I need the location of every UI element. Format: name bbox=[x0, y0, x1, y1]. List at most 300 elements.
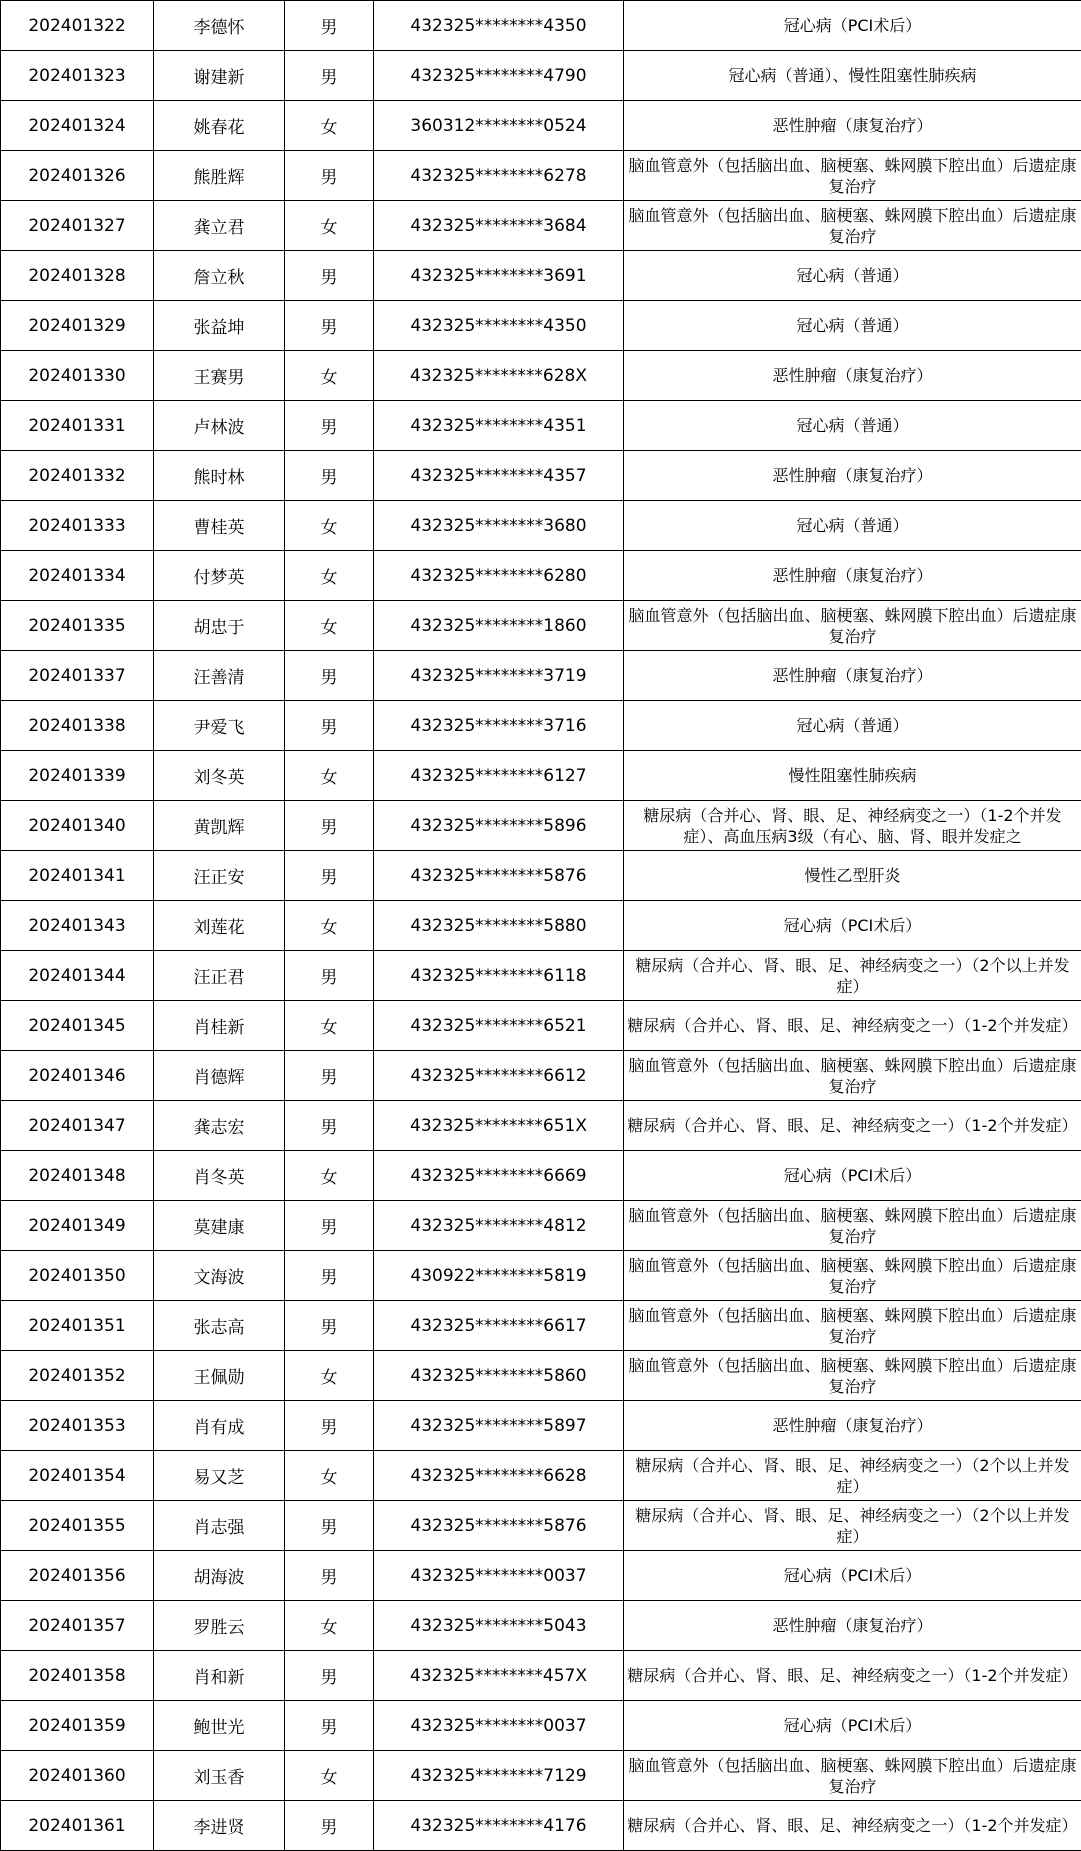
id-number-cell bbox=[374, 101, 624, 151]
id-number-cell bbox=[374, 151, 624, 201]
id-number-cell bbox=[374, 651, 624, 701]
disease-cell-text: 冠心病（普通） bbox=[796, 416, 909, 435]
id-number-cell bbox=[374, 1701, 624, 1751]
disease-cell bbox=[624, 51, 1081, 101]
gender-cell-text: 男 bbox=[320, 268, 338, 288]
gender-cell-text: 男 bbox=[320, 1668, 338, 1688]
patient-name-cell-text: 鲍世光 bbox=[193, 1718, 245, 1738]
patient-name-cell-text: 姚春花 bbox=[193, 118, 245, 138]
disease-cell-text: 冠心病（普通） bbox=[796, 266, 909, 285]
table-row bbox=[1, 1401, 1081, 1451]
id-number-cell-text: 432325********6127 bbox=[410, 765, 587, 786]
id-number-cell bbox=[374, 1801, 624, 1851]
patient-name-cell-text: 文海波 bbox=[193, 1268, 245, 1288]
patient-name-cell bbox=[154, 601, 285, 651]
id-number-cell bbox=[374, 351, 624, 401]
gender-cell bbox=[285, 51, 374, 101]
record-id-cell bbox=[1, 1551, 154, 1601]
record-id-cell-text: 202401359 bbox=[28, 1715, 126, 1736]
record-id-cell bbox=[1, 951, 154, 1001]
patient-name-cell-text: 熊胜辉 bbox=[193, 168, 245, 188]
patient-name-cell bbox=[154, 751, 285, 801]
gender-cell bbox=[285, 751, 374, 801]
table-row bbox=[1, 1801, 1081, 1851]
disease-cell bbox=[624, 401, 1081, 451]
patient-name-cell bbox=[154, 1501, 285, 1551]
disease-cell-text: 脑血管意外（包括脑出血、脑梗塞、蛛网膜下腔出血）后遗症康复治疗 bbox=[628, 205, 1077, 246]
id-number-cell bbox=[374, 701, 624, 751]
record-id-cell-text: 202401351 bbox=[28, 1315, 126, 1336]
disease-cell bbox=[624, 1551, 1081, 1601]
disease-cell bbox=[624, 1601, 1081, 1651]
record-id-cell bbox=[1, 1701, 154, 1751]
id-number-cell-text: 432325********4790 bbox=[410, 65, 587, 86]
patient-name-cell bbox=[154, 51, 285, 101]
disease-cell-text: 冠心病（PCI术后） bbox=[783, 16, 922, 35]
disease-cell bbox=[624, 501, 1081, 551]
disease-cell bbox=[624, 1201, 1081, 1251]
record-id-cell-text: 202401355 bbox=[28, 1515, 126, 1536]
patient-name-cell-text: 肖冬英 bbox=[193, 1168, 245, 1188]
record-id-cell-text: 202401341 bbox=[28, 865, 126, 886]
patient-name-cell bbox=[154, 101, 285, 151]
gender-cell-text: 女 bbox=[320, 518, 338, 538]
disease-cell-text: 冠心病（普通） bbox=[796, 516, 909, 535]
gender-cell bbox=[285, 1051, 374, 1101]
id-number-cell bbox=[374, 451, 624, 501]
disease-cell-text: 冠心病（普通） bbox=[796, 716, 909, 735]
patient-name-cell-text: 张志高 bbox=[193, 1318, 245, 1338]
gender-cell bbox=[285, 1251, 374, 1301]
patient-name-cell bbox=[154, 901, 285, 951]
gender-cell bbox=[285, 651, 374, 701]
id-number-cell bbox=[374, 1251, 624, 1301]
gender-cell-text: 女 bbox=[320, 1468, 338, 1488]
id-number-cell bbox=[374, 851, 624, 901]
gender-cell-text: 男 bbox=[320, 168, 338, 188]
id-number-cell bbox=[374, 1351, 624, 1401]
disease-cell-text: 恶性肿瘤（康复治疗） bbox=[772, 566, 933, 585]
gender-cell bbox=[285, 901, 374, 951]
patient-name-cell bbox=[154, 1801, 285, 1851]
patient-name-cell-text: 曹桂英 bbox=[193, 518, 245, 538]
patient-name-cell bbox=[154, 151, 285, 201]
disease-cell bbox=[624, 1001, 1081, 1051]
id-number-cell bbox=[374, 1451, 624, 1501]
table-row bbox=[1, 701, 1081, 751]
id-number-cell bbox=[374, 951, 624, 1001]
record-id-cell-text: 202401343 bbox=[28, 915, 126, 936]
gender-cell bbox=[285, 1601, 374, 1651]
record-id-cell-text: 202401327 bbox=[28, 215, 126, 236]
patient-name-cell bbox=[154, 1701, 285, 1751]
gender-cell bbox=[285, 1101, 374, 1151]
record-id-cell bbox=[1, 1051, 154, 1101]
table-row bbox=[1, 1351, 1081, 1401]
record-id-cell-text: 202401324 bbox=[28, 115, 126, 136]
table-row bbox=[1, 1001, 1081, 1051]
record-id-cell bbox=[1, 501, 154, 551]
gender-cell-text: 男 bbox=[320, 1318, 338, 1338]
table-row bbox=[1, 151, 1081, 201]
id-number-cell bbox=[374, 51, 624, 101]
table-row bbox=[1, 1451, 1081, 1501]
patient-name-cell bbox=[154, 1751, 285, 1801]
record-id-cell bbox=[1, 1751, 154, 1801]
record-id-cell bbox=[1, 51, 154, 101]
record-id-cell-text: 202401348 bbox=[28, 1165, 126, 1186]
disease-cell-text: 冠心病（PCI术后） bbox=[783, 1166, 922, 1185]
gender-cell bbox=[285, 1651, 374, 1701]
record-id-cell bbox=[1, 1, 154, 51]
record-id-cell bbox=[1, 701, 154, 751]
patient-name-cell-text: 李进贤 bbox=[193, 1818, 245, 1838]
gender-cell-text: 女 bbox=[320, 118, 338, 138]
id-number-cell-text: 432325********0037 bbox=[410, 1565, 587, 1586]
id-number-cell bbox=[374, 251, 624, 301]
patient-name-cell-text: 龚志宏 bbox=[193, 1118, 245, 1138]
gender-cell bbox=[285, 351, 374, 401]
record-id-cell bbox=[1, 1801, 154, 1851]
table-row bbox=[1, 751, 1081, 801]
id-number-cell-text: 432325********6521 bbox=[410, 1015, 587, 1036]
id-number-cell-text: 432325********6278 bbox=[410, 165, 587, 186]
id-number-cell bbox=[374, 201, 624, 251]
disease-cell-text: 恶性肿瘤（康复治疗） bbox=[772, 666, 933, 685]
disease-cell-text: 糖尿病（合并心、肾、眼、足、神经病变之一）（1-2个并发症）、高血压病3级（有心、脑、肾、眼并发症之 bbox=[643, 805, 1062, 846]
gender-cell bbox=[285, 1401, 374, 1451]
patient-name-cell bbox=[154, 651, 285, 701]
patient-name-cell bbox=[154, 1, 285, 51]
gender-cell bbox=[285, 151, 374, 201]
gender-cell-text: 女 bbox=[320, 368, 338, 388]
id-number-cell-text: 432325********628X bbox=[410, 365, 587, 386]
record-id-cell-text: 202401332 bbox=[28, 465, 126, 486]
table-row bbox=[1, 801, 1081, 851]
disease-cell-text: 糖尿病（合并心、肾、眼、足、神经病变之一）（1-2个并发症） bbox=[627, 1116, 1078, 1135]
record-id-cell-text: 202401352 bbox=[28, 1365, 126, 1386]
record-id-cell bbox=[1, 401, 154, 451]
disease-cell bbox=[624, 551, 1081, 601]
record-id-cell bbox=[1, 851, 154, 901]
id-number-cell bbox=[374, 1301, 624, 1351]
gender-cell-text: 女 bbox=[320, 618, 338, 638]
gender-cell bbox=[285, 701, 374, 751]
gender-cell bbox=[285, 1, 374, 51]
table-row bbox=[1, 851, 1081, 901]
id-number-cell bbox=[374, 1, 624, 51]
disease-cell-text: 脑血管意外（包括脑出血、脑梗塞、蛛网膜下腔出血）后遗症康复治疗 bbox=[628, 1755, 1077, 1796]
disease-cell bbox=[624, 1351, 1081, 1401]
record-id-cell bbox=[1, 101, 154, 151]
record-id-cell-text: 202401356 bbox=[28, 1565, 126, 1586]
id-number-cell-text: 432325********5896 bbox=[410, 815, 587, 836]
record-id-cell bbox=[1, 1001, 154, 1051]
gender-cell bbox=[285, 101, 374, 151]
id-number-cell bbox=[374, 1601, 624, 1651]
disease-cell-text: 冠心病（普通）、慢性阻塞性肺疾病 bbox=[728, 66, 977, 85]
record-id-cell bbox=[1, 1201, 154, 1251]
gender-cell bbox=[285, 1201, 374, 1251]
patient-name-cell bbox=[154, 501, 285, 551]
gender-cell bbox=[285, 501, 374, 551]
gender-cell bbox=[285, 301, 374, 351]
record-id-cell-text: 202401360 bbox=[28, 1765, 126, 1786]
disease-cell bbox=[624, 1451, 1081, 1501]
gender-cell bbox=[285, 601, 374, 651]
patient-name-cell bbox=[154, 351, 285, 401]
table-row bbox=[1, 451, 1081, 501]
patient-name-cell bbox=[154, 1301, 285, 1351]
gender-cell-text: 男 bbox=[320, 68, 338, 88]
patient-name-cell-text: 刘玉香 bbox=[193, 1768, 245, 1788]
patient-name-cell-text: 熊时林 bbox=[193, 468, 245, 488]
id-number-cell bbox=[374, 751, 624, 801]
disease-cell-text: 糖尿病（合并心、肾、眼、足、神经病变之一）（2个以上并发症） bbox=[635, 1455, 1070, 1496]
table-row bbox=[1, 1101, 1081, 1151]
record-id-cell-text: 202401346 bbox=[28, 1065, 126, 1086]
gender-cell-text: 男 bbox=[320, 1518, 338, 1538]
disease-cell bbox=[624, 1701, 1081, 1751]
disease-cell bbox=[624, 1151, 1081, 1201]
disease-cell bbox=[624, 751, 1081, 801]
record-id-cell bbox=[1, 151, 154, 201]
record-id-cell bbox=[1, 601, 154, 651]
id-number-cell bbox=[374, 1651, 624, 1701]
patient-name-cell bbox=[154, 1451, 285, 1501]
id-number-cell bbox=[374, 1151, 624, 1201]
patient-name-cell bbox=[154, 851, 285, 901]
record-id-cell bbox=[1, 751, 154, 801]
disease-cell bbox=[624, 801, 1081, 851]
patient-name-cell-text: 肖桂新 bbox=[193, 1018, 245, 1038]
disease-cell bbox=[624, 951, 1081, 1001]
id-number-cell-text: 432325********4350 bbox=[410, 15, 587, 36]
disease-cell bbox=[624, 301, 1081, 351]
patient-name-cell bbox=[154, 301, 285, 351]
disease-cell bbox=[624, 1301, 1081, 1351]
record-id-cell-text: 202401345 bbox=[28, 1015, 126, 1036]
table-row bbox=[1, 251, 1081, 301]
table-row bbox=[1, 1301, 1081, 1351]
id-number-cell-text: 430922********5819 bbox=[410, 1265, 587, 1286]
record-id-cell-text: 202401347 bbox=[28, 1115, 126, 1136]
gender-cell-text: 女 bbox=[320, 1018, 338, 1038]
gender-cell-text: 男 bbox=[320, 1218, 338, 1238]
id-number-cell-text: 432325********5043 bbox=[410, 1615, 587, 1636]
record-id-cell bbox=[1, 1451, 154, 1501]
patient-name-cell-text: 胡忠于 bbox=[193, 618, 245, 638]
gender-cell-text: 女 bbox=[320, 1618, 338, 1638]
disease-cell bbox=[624, 1501, 1081, 1551]
record-id-cell bbox=[1, 1401, 154, 1451]
id-number-cell-text: 432325********4357 bbox=[410, 465, 587, 486]
id-number-cell-text: 432325********5876 bbox=[410, 865, 587, 886]
disease-cell-text: 慢性阻塞性肺疾病 bbox=[788, 766, 917, 785]
id-number-cell-text: 432325********5876 bbox=[410, 1515, 587, 1536]
patient-name-cell-text: 胡海波 bbox=[193, 1568, 245, 1588]
patient-name-cell bbox=[154, 1151, 285, 1201]
record-id-cell bbox=[1, 1351, 154, 1401]
record-id-cell bbox=[1, 1151, 154, 1201]
disease-cell-text: 脑血管意外（包括脑出血、脑梗塞、蛛网膜下腔出血）后遗症康复治疗 bbox=[628, 1355, 1077, 1396]
gender-cell-text: 女 bbox=[320, 918, 338, 938]
disease-cell-text: 冠心病（PCI术后） bbox=[783, 1716, 922, 1735]
table-row bbox=[1, 401, 1081, 451]
table-row bbox=[1, 1201, 1081, 1251]
id-number-cell-text: 360312********0524 bbox=[410, 115, 587, 136]
disease-cell-text: 恶性肿瘤（康复治疗） bbox=[772, 466, 933, 485]
patient-name-cell-text: 黄凯辉 bbox=[193, 818, 245, 838]
id-number-cell-text: 432325********6669 bbox=[410, 1165, 587, 1186]
table-row bbox=[1, 1, 1081, 51]
id-number-cell-text: 432325********4812 bbox=[410, 1215, 587, 1236]
gender-cell-text: 男 bbox=[320, 1118, 338, 1138]
gender-cell-text: 男 bbox=[320, 1818, 338, 1838]
patient-name-cell-text: 王佩勋 bbox=[193, 1368, 245, 1388]
disease-cell bbox=[624, 901, 1081, 951]
record-id-cell-text: 202401361 bbox=[28, 1815, 126, 1836]
record-id-cell bbox=[1, 451, 154, 501]
patient-name-cell-text: 易又芝 bbox=[193, 1468, 245, 1488]
id-number-cell bbox=[374, 401, 624, 451]
gender-cell bbox=[285, 1551, 374, 1601]
record-id-cell bbox=[1, 901, 154, 951]
records-body bbox=[1, 1, 1081, 1851]
gender-cell bbox=[285, 1151, 374, 1201]
disease-cell bbox=[624, 1801, 1081, 1851]
disease-cell-text: 糖尿病（合并心、肾、眼、足、神经病变之一）（1-2个并发症） bbox=[627, 1016, 1078, 1035]
patient-name-cell bbox=[154, 1651, 285, 1701]
record-id-cell-text: 202401358 bbox=[28, 1665, 126, 1686]
patient-name-cell bbox=[154, 1551, 285, 1601]
gender-cell bbox=[285, 951, 374, 1001]
disease-cell bbox=[624, 601, 1081, 651]
record-id-cell bbox=[1, 801, 154, 851]
disease-cell bbox=[624, 1, 1081, 51]
record-id-cell-text: 202401330 bbox=[28, 365, 126, 386]
id-number-cell bbox=[374, 1501, 624, 1551]
record-id-cell bbox=[1, 551, 154, 601]
disease-cell-text: 脑血管意外（包括脑出血、脑梗塞、蛛网膜下腔出血）后遗症康复治疗 bbox=[628, 1205, 1077, 1246]
disease-cell bbox=[624, 251, 1081, 301]
gender-cell bbox=[285, 1351, 374, 1401]
record-id-cell-text: 202401333 bbox=[28, 515, 126, 536]
patient-name-cell-text: 罗胜云 bbox=[193, 1618, 245, 1638]
table-row bbox=[1, 1551, 1081, 1601]
gender-cell bbox=[285, 1501, 374, 1551]
id-number-cell bbox=[374, 1001, 624, 1051]
gender-cell-text: 女 bbox=[320, 1768, 338, 1788]
table-row bbox=[1, 1651, 1081, 1701]
patient-name-cell-text: 王赛男 bbox=[193, 368, 245, 388]
id-number-cell-text: 432325********0037 bbox=[410, 1715, 587, 1736]
disease-cell bbox=[624, 1101, 1081, 1151]
gender-cell bbox=[285, 551, 374, 601]
gender-cell-text: 女 bbox=[320, 768, 338, 788]
table-row bbox=[1, 1501, 1081, 1551]
record-id-cell bbox=[1, 1251, 154, 1301]
record-id-cell-text: 202401334 bbox=[28, 565, 126, 586]
table-row bbox=[1, 501, 1081, 551]
gender-cell bbox=[285, 451, 374, 501]
record-id-cell bbox=[1, 1101, 154, 1151]
gender-cell-text: 女 bbox=[320, 1368, 338, 1388]
id-number-cell-text: 432325********4350 bbox=[410, 315, 587, 336]
id-number-cell-text: 432325********3719 bbox=[410, 665, 587, 686]
patient-name-cell bbox=[154, 701, 285, 751]
record-id-cell-text: 202401323 bbox=[28, 65, 126, 86]
record-id-cell-text: 202401326 bbox=[28, 165, 126, 186]
table-row bbox=[1, 351, 1081, 401]
patient-name-cell-text: 汪正安 bbox=[193, 868, 245, 888]
disease-cell-text: 脑血管意外（包括脑出血、脑梗塞、蛛网膜下腔出血）后遗症康复治疗 bbox=[628, 1255, 1077, 1296]
table-row bbox=[1, 1751, 1081, 1801]
patient-name-cell-text: 肖德辉 bbox=[193, 1068, 245, 1088]
id-number-cell bbox=[374, 1051, 624, 1101]
table-row bbox=[1, 951, 1081, 1001]
patient-name-cell-text: 付梦英 bbox=[193, 568, 245, 588]
record-id-cell-text: 202401340 bbox=[28, 815, 126, 836]
gender-cell-text: 女 bbox=[320, 1168, 338, 1188]
record-id-cell-text: 202401349 bbox=[28, 1215, 126, 1236]
table-row bbox=[1, 51, 1081, 101]
patient-name-cell bbox=[154, 801, 285, 851]
id-number-cell bbox=[374, 1551, 624, 1601]
id-number-cell bbox=[374, 1751, 624, 1801]
gender-cell-text: 男 bbox=[320, 668, 338, 688]
id-number-cell bbox=[374, 1401, 624, 1451]
gender-cell-text: 男 bbox=[320, 718, 338, 738]
id-number-cell bbox=[374, 1101, 624, 1151]
id-number-cell-text: 432325********457X bbox=[410, 1665, 587, 1686]
table-row bbox=[1, 101, 1081, 151]
disease-cell-text: 脑血管意外（包括脑出血、脑梗塞、蛛网膜下腔出血）后遗症康复治疗 bbox=[628, 605, 1077, 646]
gender-cell-text: 男 bbox=[320, 1418, 338, 1438]
disease-cell bbox=[624, 651, 1081, 701]
table-row bbox=[1, 301, 1081, 351]
patient-name-cell bbox=[154, 551, 285, 601]
gender-cell-text: 男 bbox=[320, 968, 338, 988]
disease-cell bbox=[624, 701, 1081, 751]
gender-cell-text: 男 bbox=[320, 1268, 338, 1288]
gender-cell-text: 女 bbox=[320, 568, 338, 588]
disease-cell-text: 脑血管意外（包括脑出血、脑梗塞、蛛网膜下腔出血）后遗症康复治疗 bbox=[628, 1305, 1077, 1346]
patient-name-cell bbox=[154, 1351, 285, 1401]
disease-cell-text: 脑血管意外（包括脑出血、脑梗塞、蛛网膜下腔出血）后遗症康复治疗 bbox=[628, 1055, 1077, 1096]
gender-cell-text: 男 bbox=[320, 1568, 338, 1588]
id-number-cell bbox=[374, 301, 624, 351]
gender-cell bbox=[285, 1451, 374, 1501]
table-row bbox=[1, 1701, 1081, 1751]
gender-cell bbox=[285, 401, 374, 451]
disease-cell bbox=[624, 1751, 1081, 1801]
disease-cell bbox=[624, 1051, 1081, 1101]
record-id-cell bbox=[1, 651, 154, 701]
patient-name-cell bbox=[154, 1101, 285, 1151]
disease-cell-text: 冠心病（普通） bbox=[796, 316, 909, 335]
patient-name-cell bbox=[154, 401, 285, 451]
patient-name-cell bbox=[154, 201, 285, 251]
record-id-cell-text: 202401337 bbox=[28, 665, 126, 686]
record-id-cell bbox=[1, 251, 154, 301]
disease-cell bbox=[624, 1251, 1081, 1301]
gender-cell-text: 男 bbox=[320, 418, 338, 438]
patient-name-cell-text: 詹立秋 bbox=[193, 268, 245, 288]
gender-cell bbox=[285, 801, 374, 851]
table-row bbox=[1, 901, 1081, 951]
record-id-cell bbox=[1, 1301, 154, 1351]
